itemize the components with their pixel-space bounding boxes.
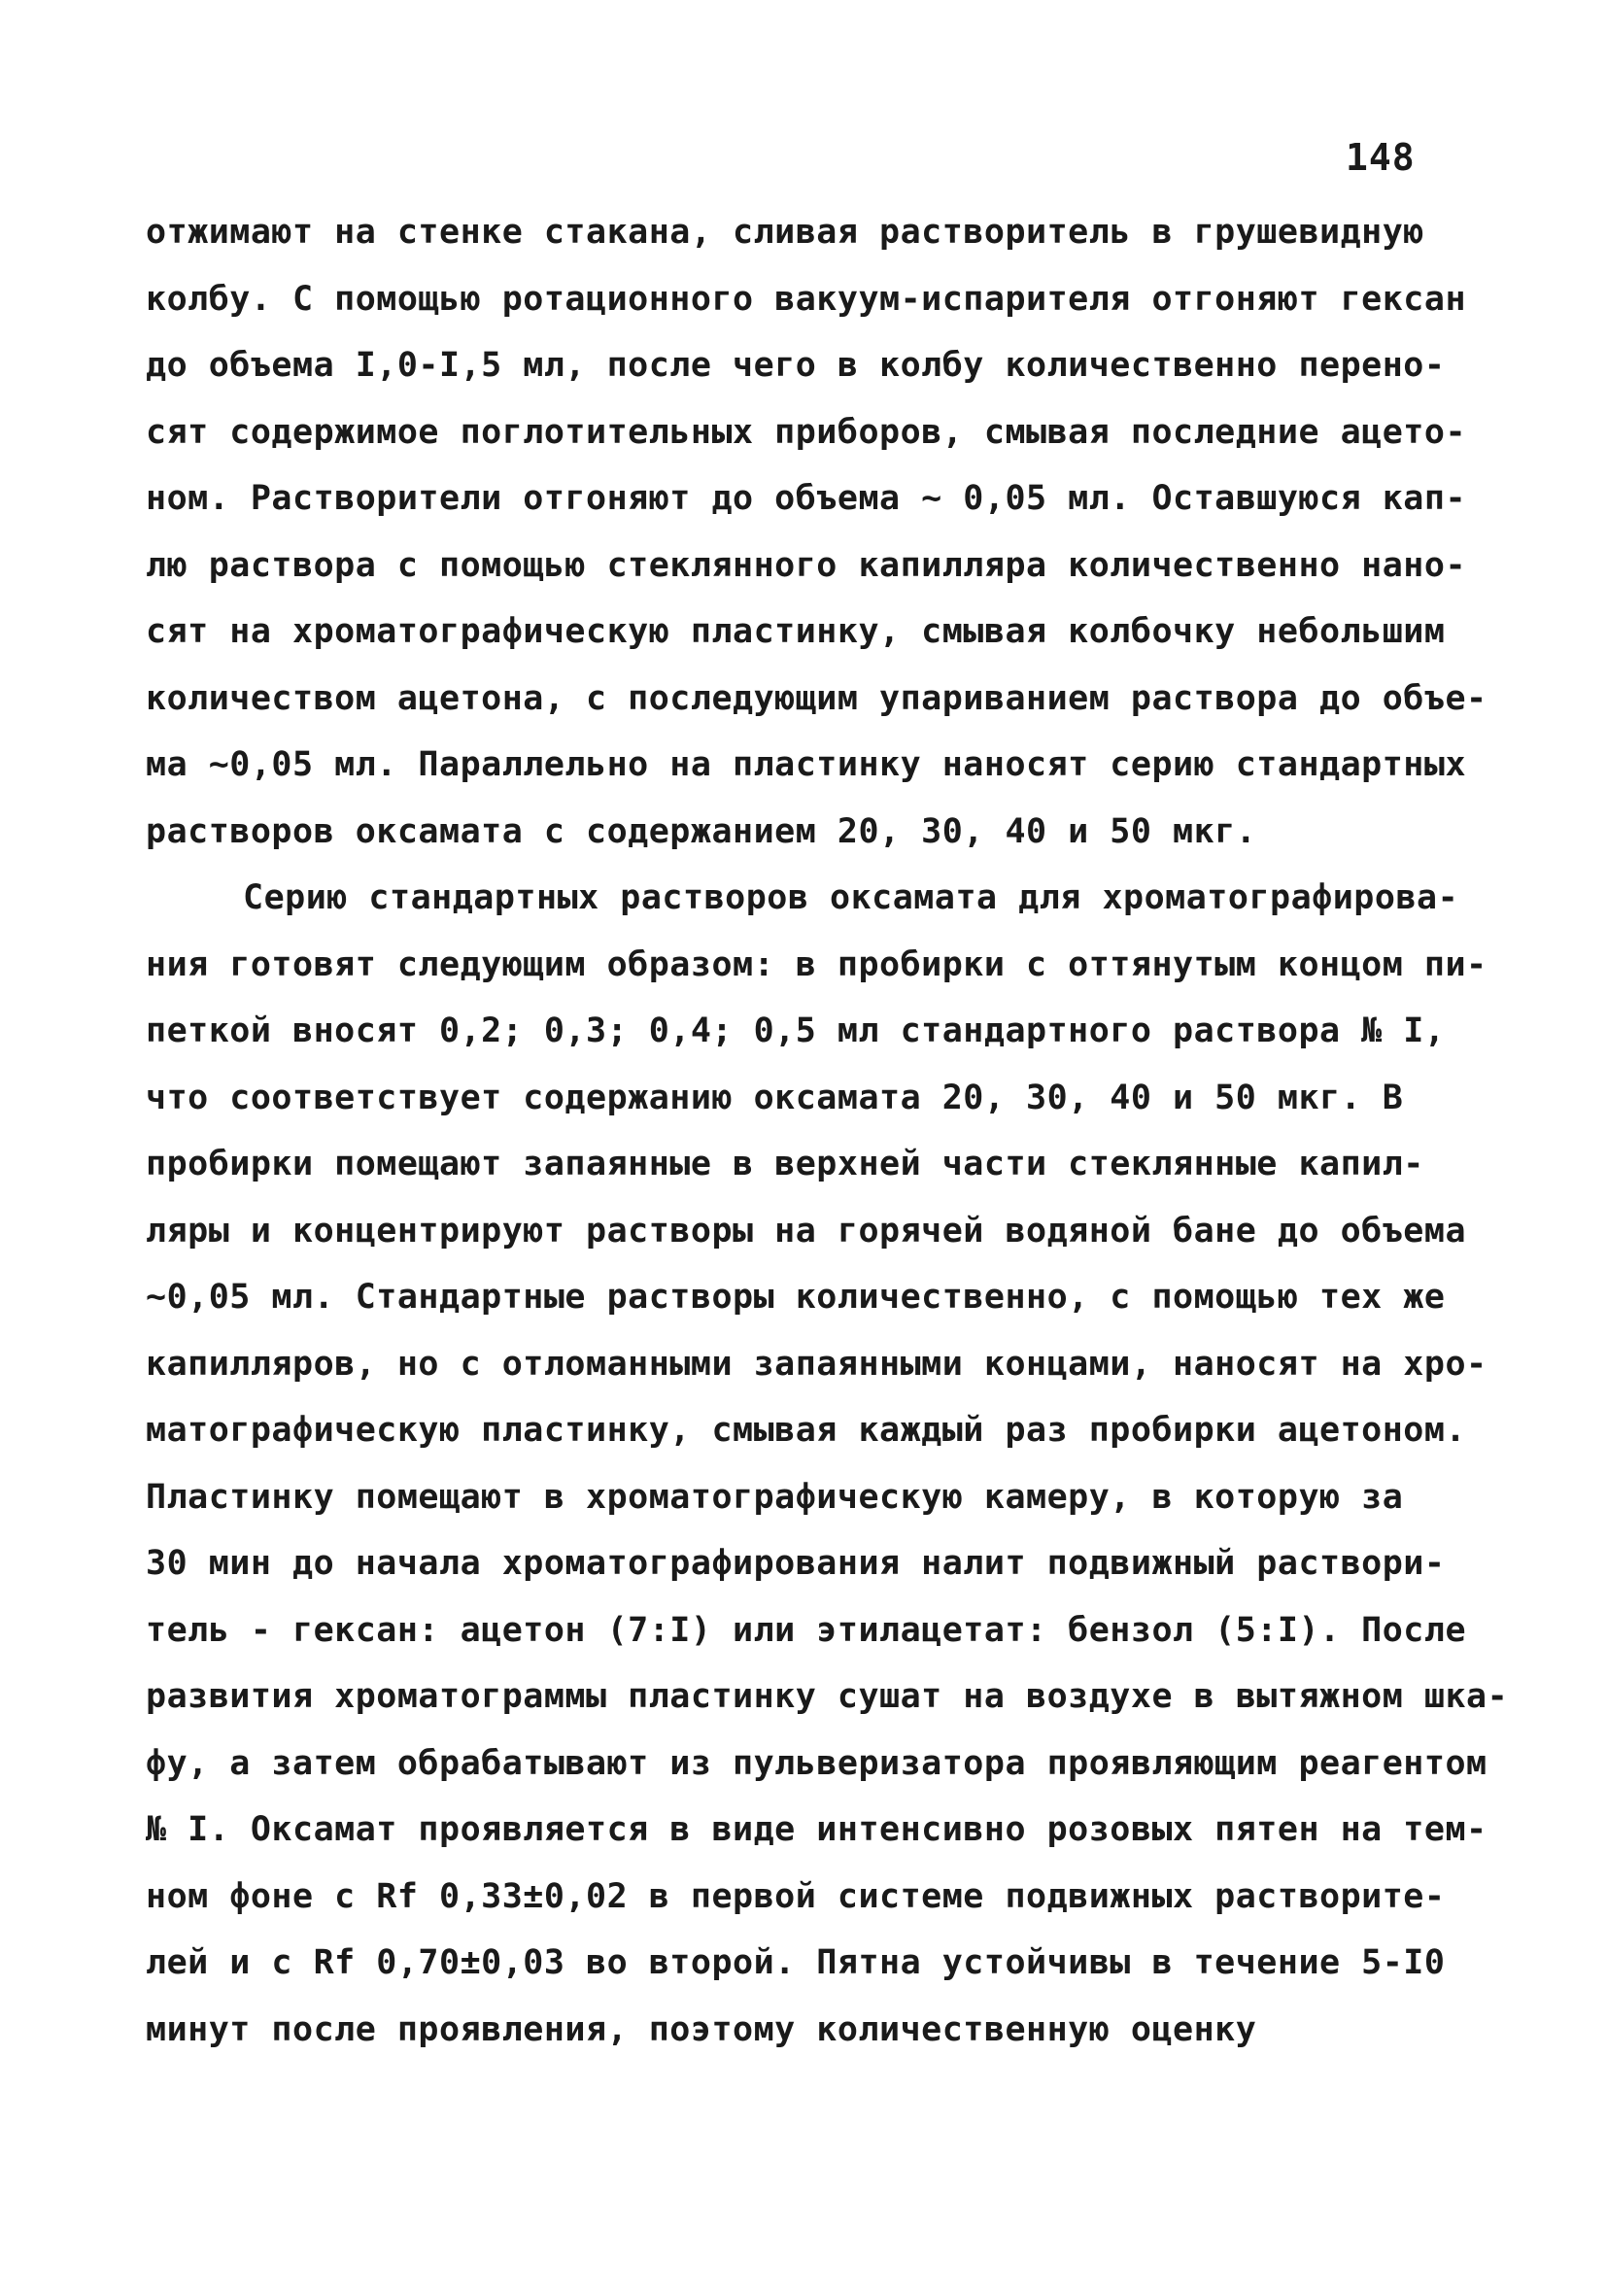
- text-line: лей и с Rf 0,70±0,03 во второй. Пятна устойчивы в течение 5-I0: [146, 1943, 1446, 1982]
- text-line: пробирки помещают запаянные в верхней части стеклянные капил-: [146, 1145, 1424, 1183]
- text-line: колбу. С помощью ротационного вакуум-испарителя отгоняют гексан: [146, 279, 1467, 319]
- page-number: 148: [1346, 136, 1416, 179]
- text-line: ном. Растворители отгоняют до объема ~ 0,05 мл. Оставшуюся кап-: [146, 479, 1467, 518]
- text-line: матографическую пластинку, смывая каждый раз пробирки ацетоном.: [146, 1411, 1467, 1450]
- text-line: ~0,05 мл. Стандартные растворы количественно, с помощью тех же: [146, 1278, 1446, 1317]
- text-line: капилляров, но с отломанными запаянными концами, наносят на хро-: [146, 1344, 1487, 1384]
- text-line: что соответствует содержанию оксамата 20, 30, 40 и 50 мкг. В: [146, 1078, 1404, 1117]
- text-line: сят на хроматографическую пластинку, смывая колбочку небольшим: [146, 612, 1446, 651]
- text-line: ния готовят следующим образом: в пробирки с оттянутым концом пи-: [146, 944, 1487, 984]
- text-line: ляры и концентрируют растворы на горячей водяной бане до объема: [146, 1211, 1467, 1251]
- text-line: Пластинку помещают в хроматографическую камеру, в которую за: [146, 1477, 1404, 1517]
- text-line: развития хроматограммы пластинку сушат на воздухе в вытяжном шка-: [146, 1677, 1509, 1716]
- text-line: лю раствора с помощью стеклянного капилляра количественно нано-: [146, 545, 1467, 585]
- text-line: растворов оксамата с содержанием 20, 30, 40 и 50 мкг.: [146, 811, 1257, 851]
- body-text: [146, 199, 1509, 2063]
- text-line: ма ~0,05 мл. Параллельно на пластинку наносят серию стандартных: [146, 745, 1467, 784]
- text-line: 30 мин до начала хроматографирования налит подвижный раствори-: [146, 1544, 1446, 1583]
- text-line: тель - гексан: ацетон (7:I) или этилацетат: бензол (5:I). После: [146, 1610, 1467, 1650]
- text-line: количеством ацетона, с последующим упариванием раствора до объе-: [146, 678, 1487, 718]
- text-line: фу, а затем обрабатывают из пульверизатора проявляющим реагентом: [146, 1743, 1487, 1783]
- text-line: отжимают на стенке стакана, сливая растворитель в грушевидную: [146, 213, 1424, 252]
- text-line: № I. Оксамат проявляется в виде интенсивно розовых пятен на тем-: [146, 1810, 1487, 1849]
- text-line: до объема I,0-I,5 мл, после чего в колбу количественно перено-: [146, 346, 1446, 385]
- paragraph-start-line: Серию стандартных растворов оксамата для хроматографирова-: [243, 878, 1459, 917]
- text-line: ном фоне с Rf 0,33±0,02 в первой системе подвижных растворите-: [146, 1876, 1446, 1916]
- text-line: сят содержимое поглотительных приборов, смывая последние ацето-: [146, 412, 1467, 452]
- text-line: минут после проявления, поэтому количественную оценку: [146, 2009, 1257, 2049]
- text-line: петкой вносят 0,2; 0,3; 0,4; 0,5 мл стандартного раствора № I,: [146, 1011, 1446, 1050]
